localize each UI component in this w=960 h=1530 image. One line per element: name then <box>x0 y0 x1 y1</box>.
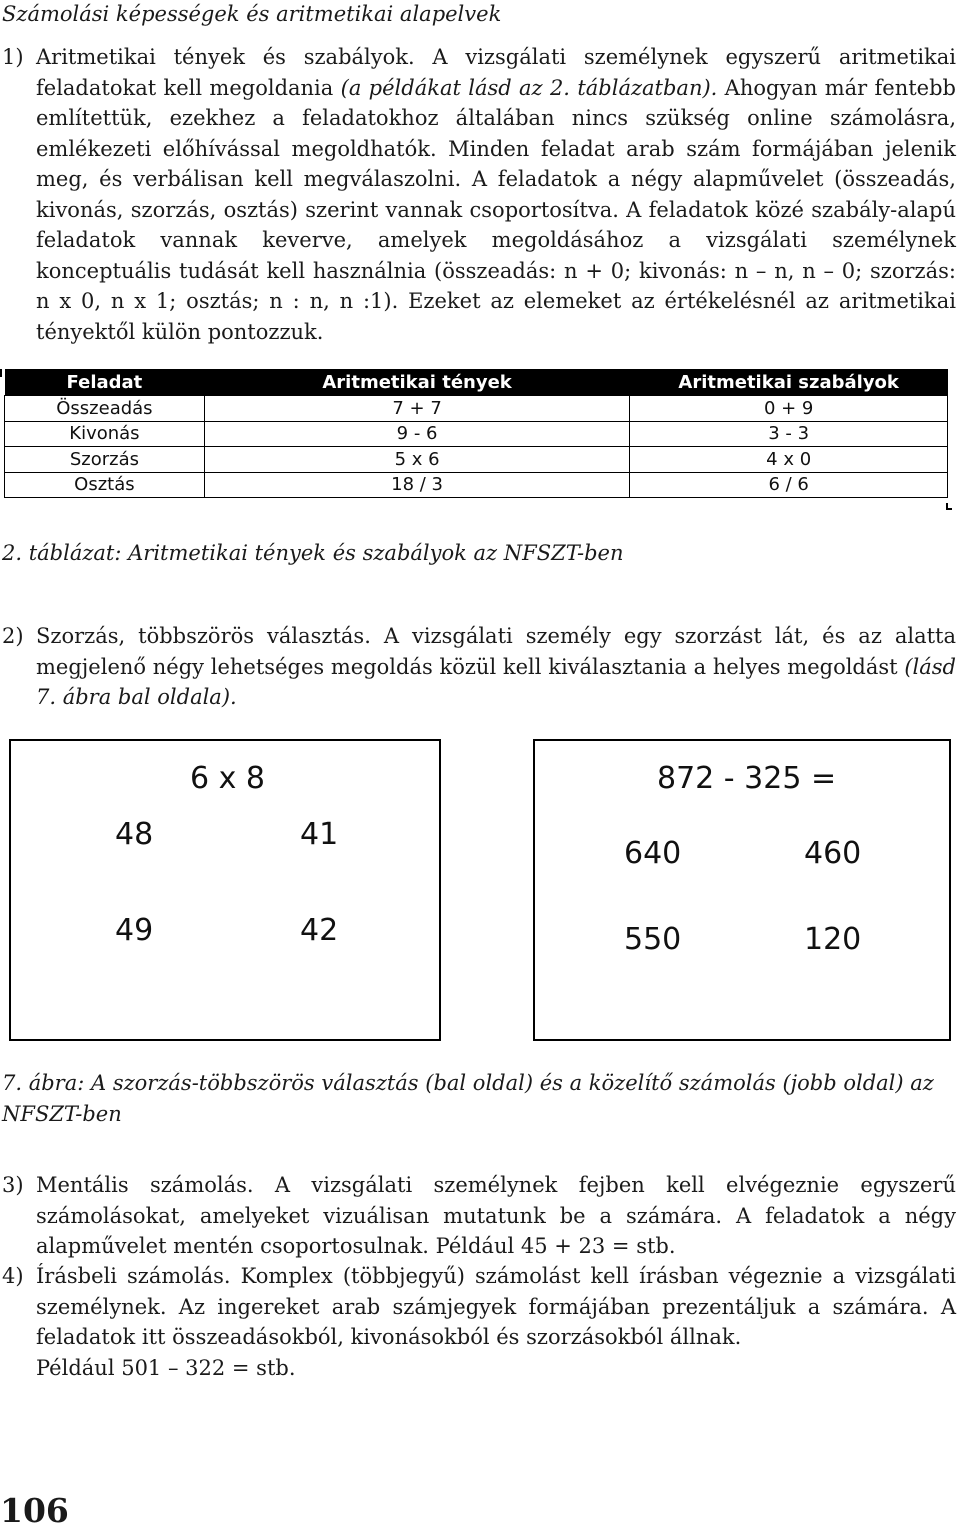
item-4-text: Írásbeli számolás. Komplex (többjegyű) számolást kell írásban végeznie a vizsgálati személynek. Az ingereket arab számjegyek formájában prezentáljuk a számára. A feladatok itt összeadásokból, kivonásokból és szorzásokból állnak. <box>36 1264 956 1349</box>
answer-option: 49 <box>115 913 154 948</box>
item-4-number: 4) <box>2 1264 24 1288</box>
table-cell-task: Osztás <box>5 472 205 498</box>
table-cell-rule: 4 x 0 <box>630 447 948 473</box>
table-cell-task: Kivonás <box>5 421 205 447</box>
table-cell-rule: 6 / 6 <box>630 472 948 498</box>
answer-option: 42 <box>300 913 339 948</box>
answer-option: 48 <box>115 817 154 852</box>
table-cell-fact: 9 - 6 <box>204 421 629 447</box>
table-cell-rule: 0 + 9 <box>630 396 948 422</box>
table-row <box>5 472 948 498</box>
table-header-facts: Aritmetikai tények <box>204 369 629 396</box>
table-corner-mark <box>0 369 2 377</box>
item-3-text: Mentális számolás. A vizsgálati személynek fejben kell elvégeznie egyszerű számolásokat, amelyeket vizuálisan mutatunk be a számára. A feladatok a négy alapművelet mentén csoportosulnak. Például 45 + 23 = stb. <box>36 1173 956 1258</box>
figure-7-caption: 7. ábra: A szorzás-többszörös választás (bal oldal) és a közelítő számolás (jobb oldal) az NFSZT-ben <box>2 1071 934 1126</box>
table-cell-fact: 7 + 7 <box>204 396 629 422</box>
figure-7-left-panel <box>9 739 441 1041</box>
estimate-option: 120 <box>804 922 862 957</box>
estimate-option: 640 <box>624 836 682 871</box>
table-header-task: Feladat <box>5 369 205 396</box>
item-2-number: 2) <box>2 624 24 648</box>
subtraction-problem: 872 - 325 = <box>657 761 837 796</box>
table-row <box>5 447 948 473</box>
item-2 <box>2 621 956 713</box>
table-header-rules: Aritmetikai szabályok <box>630 369 948 396</box>
item-1 <box>2 42 956 347</box>
section-title: Számolási képességek és aritmetikai alapelvek <box>2 2 502 26</box>
table-cell-fact: 5 x 6 <box>204 447 629 473</box>
table-2 <box>4 369 948 498</box>
item-3-number: 3) <box>2 1173 24 1197</box>
table-cell-task: Összeadás <box>5 396 205 422</box>
table-row <box>5 421 948 447</box>
estimate-option: 460 <box>804 836 862 871</box>
table-cell-fact: 18 / 3 <box>204 472 629 498</box>
item-4 <box>2 1261 956 1383</box>
answer-option: 41 <box>300 817 339 852</box>
item-4-example: Például 501 – 322 = stb. <box>36 1355 296 1380</box>
page-number: 106 <box>0 1491 69 1530</box>
table-cell-rule: 3 - 3 <box>630 421 948 447</box>
multiplication-problem: 6 x 8 <box>190 761 265 796</box>
table-2-caption: 2. táblázat: Aritmetikai tények és szabályok az NFSZT-ben <box>2 541 624 565</box>
table-cell-task: Szorzás <box>5 447 205 473</box>
table-header-row <box>5 369 948 396</box>
item-1-text: Aritmetikai tények és szabályok. A vizsgálati személynek egyszerű aritmetikai feladatokat kell megoldania (a példákat lásd az 2. táblázatban). Ahogyan már fentebb említettük, ezekhez a feladatokhoz általában nincs szükség online számolásra, emlékezeti előhívással megoldhatók. Minden feladat arab szám formájában jelenik meg, és verbálisan kell megválaszolni. A feladatok a négy alapművelet (összeadás, kivonás, szorzás, osztás) szerint vannak csoportosítva. A feladatok közé szabály-alapú feladatok vannak keverve, amelyek megoldásához a vizsgálati személynek konceptuális tudását kell használnia (összeadás: n + 0; kivonás: n – n, n – 0; szorzás: n x 0, n x 1; osztás; n : n, n :1). Ezeket az elemeket az értékelésnél az aritmetikai tényektől külön pontozzuk. <box>36 45 956 344</box>
item-1-number: 1) <box>2 45 24 69</box>
item-3 <box>2 1170 956 1262</box>
table-row <box>5 396 948 422</box>
figure-7-right-panel <box>533 739 951 1041</box>
table-corner-mark <box>946 508 952 510</box>
item-2-text: Szorzás, többszörös választás. A vizsgálati személy egy szorzást lát, és az alatta megjelenő négy lehetséges megoldás közül kell kiválasztania a helyes megoldást (lásd 7. ábra bal oldala). <box>36 624 956 709</box>
estimate-option: 550 <box>624 922 682 957</box>
